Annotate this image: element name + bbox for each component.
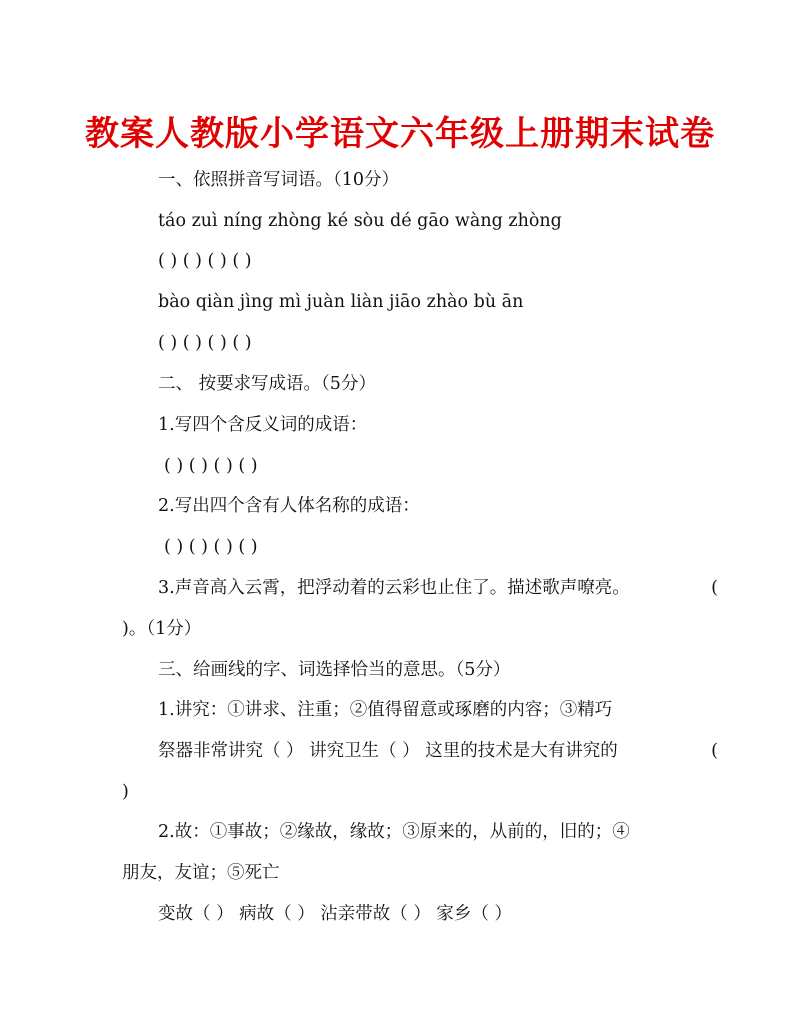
open-paren: ( <box>711 578 718 598</box>
answer-blanks-3: ( ) ( ) ( ) ( ) <box>164 456 258 476</box>
section-3-heading: 三、给画线的字、词选择恰当的意思。（5分） <box>158 660 511 680</box>
question-2-2: 2.写出四个含有人体名称的成语： <box>158 496 420 516</box>
question-3-2-continued: 朋友，友谊；⑤死亡 <box>122 863 280 883</box>
pinyin-line-2: bào qiàn jìng mì juàn liàn jiāo zhào bù ān <box>158 292 524 312</box>
section-2-heading: 二、 按要求写成语。（5分） <box>158 374 376 394</box>
question-3-2-items: 变故（ ） 病故（ ） 沾亲带故（ ） 家乡（ ） <box>158 904 512 924</box>
answer-blanks-2: ( ) ( ) ( ) ( ) <box>158 333 252 353</box>
document-title: 教案人教版小学语文六年级上册期末试卷 <box>85 114 715 154</box>
pinyin-line-1: táo zuì níng zhòng ké sòu dé gāo wàng zhòng <box>158 211 562 231</box>
question-2-3 <box>158 576 718 600</box>
question-3-1-items <box>158 739 718 763</box>
question-3-1: 1.讲究：①讲求、注重；②值得留意或琢磨的内容；③精巧 <box>158 700 613 720</box>
answer-blanks-1: ( ) ( ) ( ) ( ) <box>158 251 252 271</box>
close-paren: ) <box>122 782 129 802</box>
answer-blanks-4: ( ) ( ) ( ) ( ) <box>164 537 258 557</box>
section-1-heading: 一、依照拼音写词语。（10分） <box>158 170 400 190</box>
question-3-2: 2.故：①事故；②缘故，缘故；③原来的，从前的，旧的；④ <box>158 822 630 842</box>
open-paren: ( <box>711 741 718 761</box>
question-2-3-text: 3.声音高入云霄，把浮动着的云彩也止住了。描述歌声嘹亮。 <box>158 578 630 598</box>
question-2-1: 1.写四个含反义词的成语： <box>158 415 368 435</box>
question-2-3-continued: )。（1分） <box>122 619 202 639</box>
question-3-1-items-text: 祭器非常讲究（ ） 讲究卫生（ ） 这里的技术是大有讲究的 <box>158 741 618 761</box>
